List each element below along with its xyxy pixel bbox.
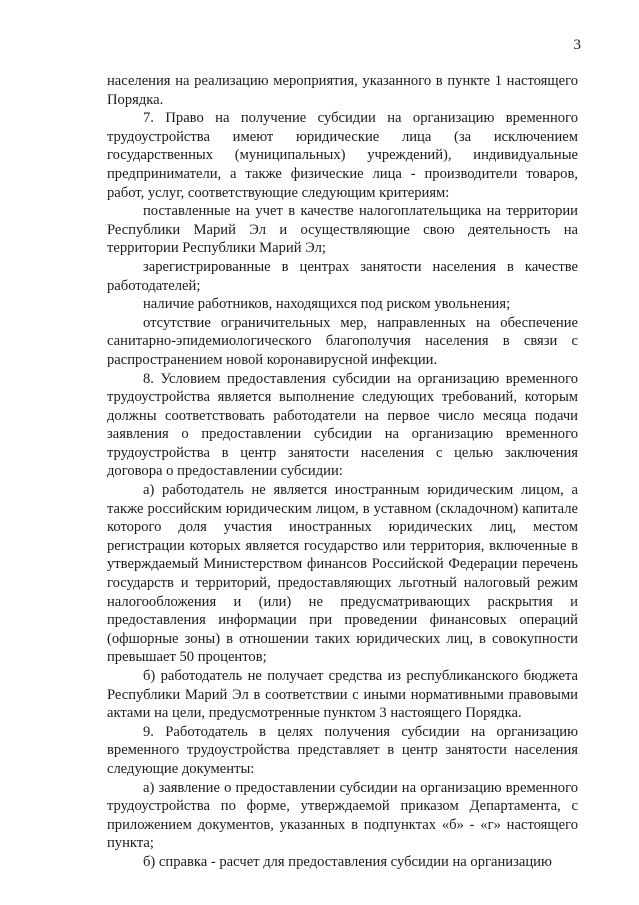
document-body	[107, 72, 578, 872]
paragraph: б) справка - расчет для предоставления субсидии на организацию	[143, 853, 552, 870]
paragraph: отсутствие ограничительных мер, направленных на обеспечение санитарно-эпидемиологического благополучия населения в связи с распространением новой коронавирусной инфекции.	[107, 314, 578, 368]
paragraph: поставленные на учет в качестве налогоплательщика на территории Республики Марий Эл и осуществляющие свою деятельность на территории Республики Марий Эл;	[107, 203, 578, 257]
page-number: 3	[573, 37, 581, 53]
paragraph: б) работодатель не получает средства из республиканского бюджета Республики Марий Эл в соответствии с иными нормативными правовыми актами на цели, предусмотренные пунктом 3 настоящего Порядка.	[107, 668, 578, 722]
paragraph: а) заявление о предоставлении субсидии на организацию временного трудоустройства по форме, утверждаемой приказом Департамента, с приложением документов, указанных в подпунктах «б» - «г» настоящего пункта;	[107, 779, 578, 852]
paragraph: наличие работников, находящихся под риском увольнения;	[143, 296, 511, 313]
paragraph: а) работодатель не является иностранным юридическим лицом, а также российским юридическим лицом, в уставном (складочном) капитале которого доля участия иностранных юридических лиц, местом регистрации которых является государство или территория, включенные в утверждаемый Министерством финансов Российской Федерации перечень государств и территорий, предоставляющих льготный налоговый режим налогообложения и (или) не предусматривающих раскрытия и предоставления информации при проведении финансовых операций (офшорные зоны) в отношении таких юридических лиц, в совокупности превышает 50 процентов;	[107, 482, 578, 666]
paragraph: населения на реализацию мероприятия, указанного в пункте 1 настоящего Порядка.	[107, 73, 578, 108]
paragraph: 8. Условием предоставления субсидии на организацию временного трудоустройства является выполнение следующих требований, которым должны соответствовать работодатели на первое число месяца подачи заявления о предоставлении субсидии на организацию временного трудоустройства в центр занятости населения с целью заключения договора о предоставлении субсидии:	[107, 370, 578, 480]
paragraph: 7. Право на получение субсидии на организацию временного трудоустройства имеют юридические лица (за исключением государственных (муниципальных) учреждений), индивидуальные предприниматели, а также физические лица - производители товаров, работ, услуг, соответствующие следующим критериям:	[107, 110, 578, 201]
paragraph: 9. Работодатель в целях получения субсидии на организацию временного трудоустройства представляет в центр занятости населения следующие документы:	[107, 723, 578, 777]
paragraph: зарегистрированные в центрах занятости населения в качестве работодателей;	[107, 258, 578, 294]
